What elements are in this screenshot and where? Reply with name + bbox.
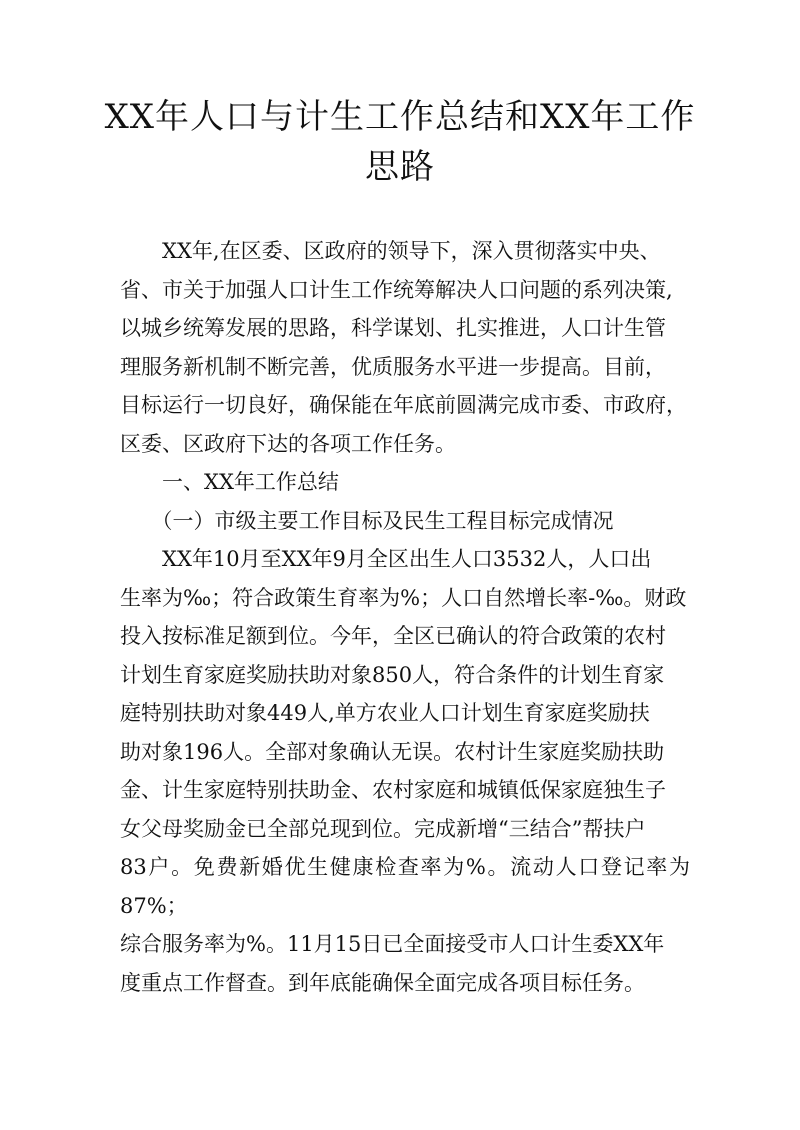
title-line-2: 思路	[365, 147, 435, 187]
text-line: XX年10月至XX年9月全区出生人口3532人，人口出	[120, 547, 652, 571]
text-line: 庭特别扶助对象449人,单方农业人口计划生育家庭奖励扶	[120, 701, 650, 725]
section-heading: 一、XX年工作总结	[120, 470, 339, 494]
text-line: 金、计生家庭特别扶助金、农村家庭和城镇低保家庭独生子	[120, 778, 666, 802]
text-line: 女父母奖励金已全部兑现到位。完成新增“三结合”帮扶户	[120, 816, 646, 841]
text-line: 目标运行一切良好，确保能在年底前圆满完成市委、市政府，	[120, 393, 687, 417]
document-body	[120, 232, 690, 1002]
text-line: 综合服务率为%。11月15日已全面接受市人口计生委XX年	[120, 932, 665, 956]
text-line: 以城乡统筹发展的思路，科学谋划、扎实推进，人口计生管	[120, 316, 666, 340]
text-line: XX年,在区委、区政府的领导下，深入贯彻落实中央、	[120, 239, 661, 263]
text-line: 助对象196人。全部对象确认无误。农村计生家庭奖励扶助	[120, 739, 665, 764]
text-line: 生率为‰；符合政策生育率为%；人口自然增长率-‰。财政	[120, 585, 687, 610]
subsection-heading: （一）市级主要工作目标及民生工程目标完成情况	[120, 508, 614, 533]
text-line: 投入按标准足额到位。今年，全区已确认的符合政策的农村	[120, 624, 666, 648]
title-line-1: XX年人口与计生工作总结和XX年工作	[104, 97, 696, 137]
text-line: 度重点工作督查。到年底能确保全面完成各项目标任务。	[120, 970, 645, 995]
document-title	[60, 92, 740, 192]
text-line: 83户。免费新婚优生健康检查率为%。流动人口登记率为87%；	[120, 855, 690, 918]
text-line: 省、市关于加强人口计生工作统筹解决人口问题的系列决策,	[120, 277, 673, 302]
text-line: 理服务新机制不断完善，优质服务水平进一步提高。目前，	[120, 354, 666, 379]
text-line: 计划生育家庭奖励扶助对象850人，符合条件的计划生育家	[120, 662, 665, 687]
text-line: 区委、区政府下达的各项工作任务。	[120, 431, 456, 456]
